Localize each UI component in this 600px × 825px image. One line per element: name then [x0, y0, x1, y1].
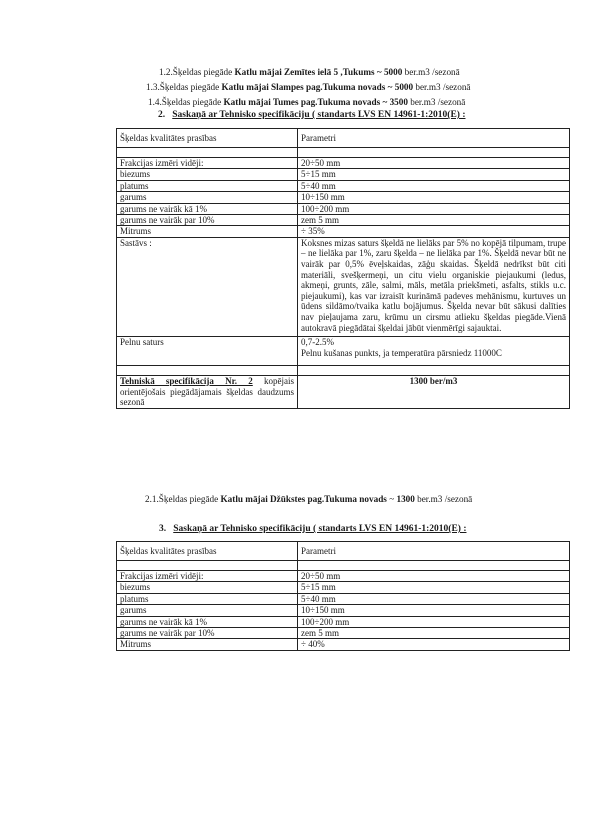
quality-table-2: Šķeldas kvalitātes prasības Parametri Frakcijas izmēri vidēji: 20÷50 mm biezums 5÷15 mm platums 5÷40 mm garums 10÷150 mm garums ne vairāk kā 1% 100÷200 mm garums ne vairāk par 10% zem 5 mm Mitrums ÷ 40% [116, 541, 570, 651]
table-row: Mitrums ÷ 35% [117, 226, 570, 237]
composition-text: Koksnes mizas saturs šķeldā ne lielāks par 5% no kopējā tilpumam, trupe – ne lielāka par 1%, zaru šķelda – ne lielāka par 1%. Šķeldā nevar būt ne vairāk par 0,5% ēveļskaidas, zāģu skaidas. Šķeldā nedrīkst būt citi materiāli, svešķermeņi, un citu vielu organiskie piejaukumi (ledus, akmeņi, grunts, zāle, salmi, māls, metāla priekšmeti, asfalts, stikls u.c. piejaukumi), kas var izraisīt kurināmā padeves mehānismu, kurtuves un ūdens sildāmo/tvaika katlu bojājumus. Šķelda nevar būt sākusi dalīties nav pieļaujama zaru, krūmu un cirsmu atlieku šķeldas piegāde.Vienā autokravā piegādātai šķeldai jābūt vienmērīgi sajauktai. [298, 237, 570, 336]
table-row: Mitrums ÷ 40% [117, 639, 570, 650]
table-row-spec-total: Tehniskā specifikācija Nr. 2 kopējais orientējošais piegādājamais šķeldas daudzums sezonā 1300 ber/m3 [117, 376, 570, 409]
section-2-heading: 2. Saskaņā ar Tehnisko specifikāciju ( standarts LVS EN 14961-1:2010(E) : [158, 110, 466, 120]
table-row: garums ne vairāk kā 1% 100÷200 mm [117, 616, 570, 627]
table-row: garums ne vairāk kā 1% 100÷200 mm [117, 203, 570, 214]
table-row-composition: Sastāvs : Koksnes mizas saturs šķeldā ne lielāks par 5% no kopējā tilpumam, trupe – ne lielāka par 1%, zaru šķelda – ne lielāka par 1%. Šķeldā nevar būt ne vairāk par 0,5% ēveļskaidas, zāģu skaidas. Šķeldā nedrīkst būt citi materiāli, svešķermeņi, un citu vielu organiskie piejaukumi (ledus, akmeņi, grunts, zāle, salmi, māls, metāla priekšmeti, asfalts, stikls u.c. piejaukumi), kas var izraisīt kurināmā padeves mehānismu, kurtuves un ūdens sildāmo/tvaika katlu bojājumus. Šķelda nevar būt sākusi dalīties nav pieļaujama zaru, krūmu un cirsmu atlieku šķeldas piegāde.Vienā autokravā piegādātai šķeldai jābūt vienmērīgi sajauktai. [117, 237, 570, 336]
table-row: garums 10÷150 mm [117, 605, 570, 616]
item-1-2: 1.2.Šķeldas piegāde Katlu mājai Zemītes ielā 5 ,Tukums ~ 5000 ber.m3 /sezonā [159, 67, 460, 77]
item-2-1: 2.1.Šķeldas piegāde Katlu mājai Džūkstes pag.Tukuma novads ~ 1300 ber.m3 /sezonā [145, 494, 473, 504]
table-row: Frakcijas izmēri vidēji: 20÷50 mm [117, 158, 570, 169]
table-row: platums 5÷40 mm [117, 180, 570, 191]
table-header-parameters: Parametri [298, 129, 570, 148]
quality-table-1 [116, 128, 570, 409]
section-3-heading: 3. Saskaņā ar Tehnisko specifikāciju ( standarts LVS EN 14961-1:2010(E) : [159, 524, 467, 534]
item-1-3: 1.3.Šķeldas piegāde Katlu mājai Slampes pag.Tukuma novads ~ 5000 ber.m3 /sezonā [146, 82, 471, 92]
table-row: garums ne vairāk par 10% zem 5 mm [117, 215, 570, 226]
table-row: biezums 5÷15 mm [117, 169, 570, 180]
spec-total-value: 1300 ber/m3 [298, 376, 570, 409]
item-1-4: 1.4.Šķeldas piegāde Katlu mājai Tumes pag.Tukuma novads ~ 3500 ber.m3 /sezonā [148, 97, 466, 107]
table-row: platums 5÷40 mm [117, 593, 570, 604]
table-row: biezums 5÷15 mm [117, 582, 570, 593]
table-row: Frakcijas izmēri vidēji: 20÷50 mm [117, 571, 570, 582]
table-row: garums ne vairāk par 10% zem 5 mm [117, 628, 570, 639]
table-header-requirements: Šķeldas kvalitātes prasības [117, 129, 298, 148]
table-row-ash: Pelnu saturs 0,7-2.5% Pelnu kušanas punkts, ja temperatūra pārsniedz 11000C [117, 337, 570, 366]
table-row: garums 10÷150 mm [117, 192, 570, 203]
